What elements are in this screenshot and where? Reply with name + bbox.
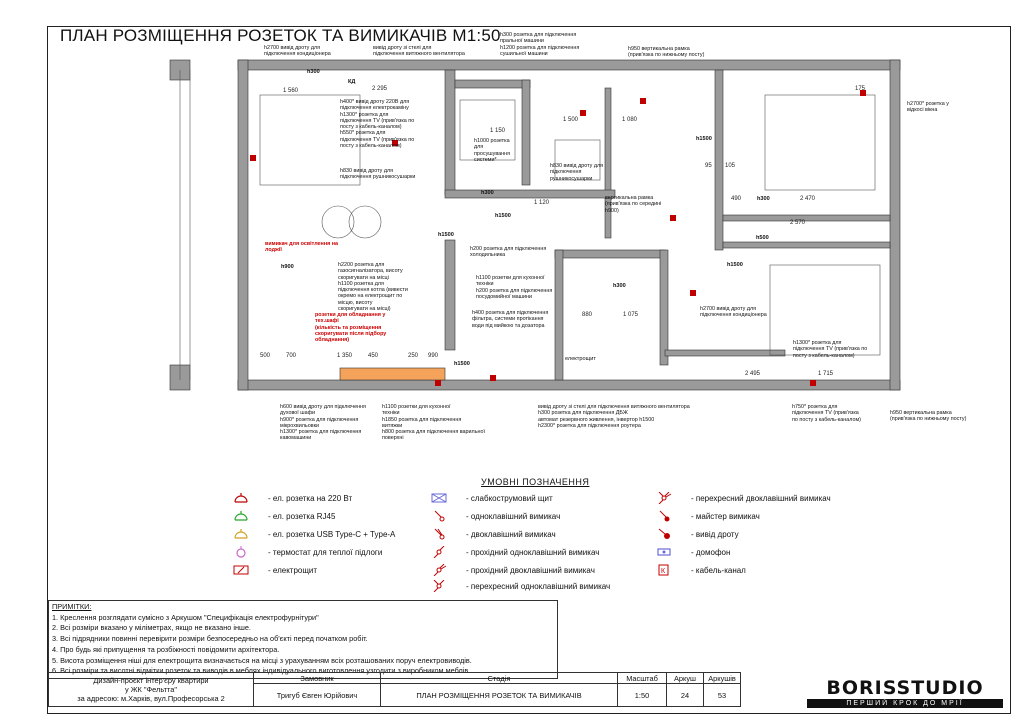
plan-note: h2200 розетка для газосигналізатора, висоту скоригувати на місці h1100 розетка для підключення котла (вивести окремо на електрощит по місцю, висоту скоригувати на місці) [338, 262, 408, 313]
studio-name: BORISSTUDIO [826, 677, 984, 699]
dimension: 500 [260, 353, 271, 359]
height-label: h300 [481, 190, 494, 196]
dimension: 700 [286, 353, 297, 359]
dimension: 1 080 [622, 117, 638, 123]
panel-code-label: КД [348, 79, 356, 85]
socket-rj45-icon [232, 510, 250, 522]
title-block [48, 672, 741, 707]
socket-220-icon [232, 492, 250, 504]
plan-note: h830 вивід дроту для підключення рушникосушарки [340, 168, 416, 181]
dimension: 490 [731, 196, 742, 202]
dimension: 2 495 [745, 371, 761, 377]
legend-title: УМОВНІ ПОЗНАЧЕННЯ [481, 477, 590, 487]
pass-single-icon [430, 546, 448, 558]
dimension: 990 [428, 353, 439, 359]
height-label: h1500 [495, 213, 511, 219]
dimension: 250 [408, 353, 419, 359]
legend-item: - двоклавішний вимикач [430, 528, 556, 540]
pass-double-icon [430, 564, 448, 576]
cable-channel-icon [655, 564, 673, 576]
plan-note: вертикальна рамка (прив'язка по середині h900) [605, 195, 662, 214]
height-label: h1500 [438, 232, 454, 238]
plan-note: вивід дроту зі стелі для підключення витяжного вентилятора h300 розетка для підключення ДБЖ автомат резервного живлення, інвертор h1500 h2300* розетка для підключення роутера [538, 404, 690, 429]
intercom-icon [655, 546, 673, 558]
notes-heading: ПРИМІТКИ: [52, 602, 92, 611]
dimension: 450 [368, 353, 379, 359]
plan-note: h400* вивід дроту 220В для підключення електрокаміну h1300* розетка для підключення TV (прив'язка по посту з кабель-каналом) h550* розетка для підключення TV (прив'язка по посту з кабель-каналом) [340, 99, 415, 150]
dimension: 175 [855, 86, 866, 92]
customer-name: Тригуб Євген Юрійович [254, 684, 381, 707]
plan-note: h950 вертикальна рамка (прив'язка по нижньому посту) [890, 410, 967, 423]
legend-item: - майстер вимикач [655, 510, 760, 522]
stage-header: Стадія [381, 673, 618, 684]
panel-label: електрощит [565, 356, 596, 362]
scale-header: Масштаб [618, 673, 667, 684]
scale-value: 1:50 [618, 684, 667, 707]
dimension: 1 120 [534, 200, 550, 206]
height-label: h500 [756, 235, 769, 241]
plan-note: h1000 розетка для просушування системи* [474, 138, 510, 163]
sheet-name: ПЛАН РОЗМІЩЕННЯ РОЗЕТОК ТА ВИМИКАЧІВ [381, 684, 618, 707]
dimension: 1 350 [337, 353, 353, 359]
plan-note: h1100 розетки для кухонної техніки h1850 розетка для підключення витяжки h800 розетка для підключення варильної поверхні [382, 404, 485, 442]
height-label: h1500 [454, 361, 470, 367]
height-label: h900 [281, 264, 294, 270]
plan-note: h2700 вивід дроту для підключення кондиціонера [700, 306, 767, 319]
cross-single-icon [430, 580, 448, 592]
note-line: 2. Всі розміри вказано у міліметрах, якщо не вказано інше. [52, 623, 251, 633]
plan-note: h2700 вивід дроту для підключення кондиціонера [264, 45, 331, 58]
legend-item: - прохідний двоклавішний вимикач [430, 564, 595, 576]
legend-item: - вивід дроту [655, 528, 739, 540]
plan-note: h200 розетка для підключення холодильника [470, 246, 547, 259]
low-current-panel-icon [430, 492, 448, 504]
studio-logo [807, 678, 1003, 708]
height-label: h1500 [696, 136, 712, 142]
legend-item: - ел. розетка USB Type-C + Type-A [232, 528, 395, 540]
legend-item: - прохідний одноклавішний вимикач [430, 546, 599, 558]
legend-item: - термостат для теплої підлоги [232, 546, 382, 558]
legend-item: К - кабель-канал [655, 564, 746, 576]
note-line: 3. Всі підрядники повинні перевірити розміри безпосередньо на об'єкті перед початком робіт. [52, 634, 368, 644]
switch-single-icon [430, 510, 448, 522]
dimension: 2 470 [800, 196, 816, 202]
plan-note: h950 вертикальна рамка (прив'язка по нижньому посту) [628, 46, 705, 59]
studio-slogan: ПЕРШИЙ КРОК ДО МРІЇ [807, 699, 1003, 708]
legend-item: - перехресний одноклавішний вимикач [430, 580, 610, 592]
height-label: h300 [757, 196, 770, 202]
legend-item: - слабкострумовий щит [430, 492, 553, 504]
red-plan-note: вимикач для освітлення на лоджії [265, 241, 338, 254]
dimension: 1 150 [490, 128, 506, 134]
dimension: 880 [582, 312, 593, 318]
master-switch-icon [655, 510, 673, 522]
notes-block [48, 600, 558, 679]
note-line: 6. Всі розміри та висотні відмітки розеток та виводів в меблях індивідуального виготовлення узгодити з виробником меблів. [52, 666, 471, 676]
plan-note: h750* розетка для підключення TV (прив'язка по посту з кабель-каналом) [792, 404, 861, 423]
legend-item: - домофон [655, 546, 730, 558]
height-label: h1500 [727, 262, 743, 268]
socket-usb-icon [232, 528, 250, 540]
plan-note: h400 розетка для підключення фільтра, системи протікання води під мийкою та дозатора [472, 310, 549, 329]
thermostat-icon [232, 546, 250, 558]
sheet-title: ПЛАН РОЗМІЩЕННЯ РОЗЕТОК ТА ВИМИКАЧІВ М1:50 [60, 26, 501, 45]
sheets-header: Аркушів [704, 673, 741, 684]
dimension: 1 075 [623, 312, 639, 318]
customer-header: Замовник [254, 673, 381, 684]
height-label: h300 [307, 69, 320, 75]
plan-note: вивід дроту зі стелі для підключення витяжного вентилятора [373, 45, 465, 58]
legend-item: - електрощит [232, 564, 317, 576]
note-line: 5. Висота розміщення ніші для електрощита визначається на місці з урахуванням всіх розташованих поруч електровиводів. [52, 655, 472, 665]
plan-note: h1100 розетки для кухонної техніки h200 розетка для підключення посудомийної машини [476, 275, 553, 300]
plan-note: h830 вивід дроту для підключення рушникосушарки [550, 163, 604, 182]
height-label: h300 [613, 283, 626, 289]
dimension: 95 [705, 163, 712, 169]
project-name: Дизайн-проєкт інтер'єру квартири у ЖК "Фельтта" за адресою: м.Харків, вул.Професорська 2 [49, 673, 254, 707]
cross-double-icon [655, 492, 673, 504]
dimension: 1 560 [283, 88, 299, 94]
plan-note: h300 розетка для підключення пральної машини h1200 розетка для підключення сушильної машини [500, 32, 580, 57]
sheet-header: Аркуш [667, 673, 704, 684]
plan-note: h1300* розетка для підключення TV (прив'язка по посту з кабель-каналом) [793, 340, 868, 359]
legend-item: - перехресний двоклавішний вимикач [655, 492, 831, 504]
legend-item: - ел. розетка на 220 Вт [232, 492, 352, 504]
svg-text:К: К [661, 568, 666, 575]
plan-note: h2700* розетка у відкосі вікна [907, 101, 949, 114]
dimension: 2 295 [372, 86, 388, 92]
panel-icon [232, 564, 250, 576]
wire-outlet-icon [655, 528, 673, 540]
sheet-value: 24 [667, 684, 704, 707]
legend-item: - ел. розетка RJ45 [232, 510, 335, 522]
sheets-value: 53 [704, 684, 741, 707]
note-line: 4. Про будь які припущення та розбіжності повідомити архітектора. [52, 644, 280, 654]
dimension: 105 [725, 163, 736, 169]
switch-double-icon [430, 528, 448, 540]
dimension: 1 500 [563, 117, 579, 123]
dimension: 2 570 [790, 220, 806, 226]
dimension: 1 715 [818, 371, 834, 377]
legend-item: - одноклавішний вимикач [430, 510, 560, 522]
red-plan-note: розетки для обладнання у тех.шафі (кількість та розміщення скоригувати після підбору обладнання) [315, 312, 387, 344]
note-line: 1. Креслення розглядати сумісно з Аркушом "Специфікація електрофурнітури" [52, 612, 319, 622]
plan-note: h600 вивід дроту для підключення духової шафи h900* розетка для підключення мікрохвильовки h1300* розетка для підключення кавомашини [280, 404, 366, 442]
